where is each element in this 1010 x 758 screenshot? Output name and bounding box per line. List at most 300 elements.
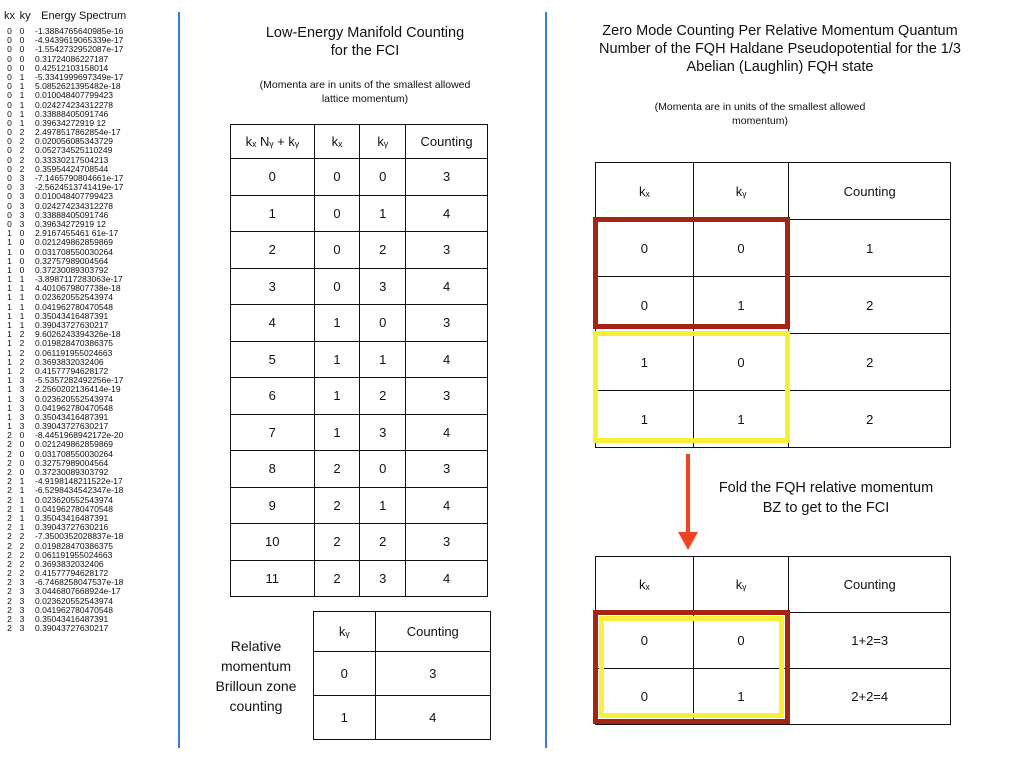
fci-row [231,524,488,561]
spectrum-kx: 2 [7,439,12,450]
spectrum-kx: 0 [7,90,12,101]
spectrum-ky: 0 [19,264,25,275]
fqh-header-cell: Counting [789,163,951,220]
spectrum-energy: 0.37230089303792 [35,264,109,275]
spectrum-ky: 2 [19,549,25,560]
middle-note [200,78,530,106]
spectrum-kx: 0 [7,62,12,73]
spectrum-kx: 2 [7,604,12,615]
spectrum-ky: 3 [19,595,25,606]
fci-header-row [231,125,488,159]
spectrum-ky: 1 [19,108,25,119]
rbz-cell: 0 [314,652,376,696]
spectrum-ky: 3 [19,191,25,202]
right-title [570,22,990,76]
spectrum-energy: -6.7468258047537e-18 [35,577,124,588]
spectrum-list [4,27,123,633]
fci-cell: 1 [231,195,315,232]
spectrum-kx: 0 [7,173,12,183]
middle-title-line1: Low-Energy Manifold Counting [265,25,465,41]
spectrum-ky: 3 [19,384,25,395]
spectrum-kx: 1 [7,320,12,330]
spectrum-kx: 1 [7,393,12,404]
spectrum-energy: 0.35043416487391 [35,614,109,624]
fci-cell: 0 [360,451,406,488]
spectrum-kx: 2 [7,623,12,634]
spectrum-kx: 1 [7,301,12,312]
fci-row [231,560,488,597]
fci-header-cell: kₓ Nᵧ + kᵧ [231,125,315,159]
spectrum-ky: 0 [19,246,25,257]
right-note-line2: momentum) [731,115,788,127]
fci-cell: 3 [406,305,488,342]
spectrum-energy: 0.35043416487391 [35,512,109,523]
right-title-line1: Zero Mode Counting Per Relative Momentum Quantum [602,23,958,39]
middle-note-line1: (Momenta are in units of the smallest allowed [259,79,471,91]
fqh-cell: 0 [596,220,694,277]
rbz-label-line1: Relative [230,638,282,654]
spectrum-row [4,624,123,633]
folded-cell: 0 [596,669,694,725]
middle-note-line2: lattice momentum) [321,93,409,105]
spectrum-ky: 2 [19,531,25,542]
spectrum-ky: 3 [19,209,25,220]
fci-cell: 2 [314,451,360,488]
spectrum-energy: 0.32757989004564 [35,255,109,266]
fci-cell: 1 [360,341,406,378]
spectrum-ky: 3 [19,577,25,588]
spectrum-kx: 1 [7,375,12,386]
spectrum-ky: 3 [19,218,25,229]
fqh-cell: 0 [693,334,789,391]
spectrum-kx: 2 [7,457,12,468]
spectrum-kx: 1 [7,255,12,266]
spectrum-ky: 0 [19,26,25,36]
spectrum-ky: 2 [19,347,25,358]
spectrum-energy: 0.023620552543974 [35,393,113,404]
rbz-label-line4: counting [229,698,283,714]
spectrum-energy: -7.1465790804661e-17 [35,173,124,183]
spectrum-energy: 0.019828470386375 [35,338,113,349]
spectrum-kx: 2 [7,586,12,597]
middle-title [200,24,530,60]
folded-cell: 0 [693,613,789,669]
fci-row [231,378,488,415]
spectrum-energy: 0.041962780470548 [35,604,113,615]
spectrum-kx: 2 [7,549,12,560]
spectrum-energy: 2.2560202136414e-19 [35,384,121,395]
spectrum-energy: 2.9167455461 61e-17 [35,228,119,239]
fci-row [231,305,488,342]
spectrum-kx: 0 [7,99,12,110]
spectrum-energy: 0.39043727630217 [35,320,109,330]
fqh-row [596,334,951,391]
spectrum-kx: 1 [7,329,12,340]
spectrum-energy: 0.39043727630217 [35,623,109,634]
spectrum-energy: 0.3693832032406 [35,356,104,367]
spectrum-energy: -5.3341999697349e-17 [35,71,124,82]
folded-cell: 0 [596,613,694,669]
spectrum-ky: 0 [19,53,25,64]
folded-header-row [596,557,951,613]
spectrum-ky: 1 [19,485,25,496]
fqh-cell: 1 [693,391,789,448]
rbz-counting-table [313,611,491,740]
fqh-zero-mode-table [595,162,951,448]
fci-cell: 4 [406,414,488,451]
spectrum-ky: 3 [19,173,25,183]
spectrum-kx: 0 [7,35,12,46]
spectrum-kx: 1 [7,264,12,275]
spectrum-kx: 0 [7,53,12,64]
fqh-cell: 2 [789,277,951,334]
spectrum-header [4,10,126,22]
spectrum-ky: 1 [19,283,25,294]
spectrum-energy: 0.010048407799423 [35,191,113,202]
fci-row [231,232,488,269]
rbz-label-line3: Brilloun zone [215,678,297,694]
fci-cell: 4 [406,268,488,305]
spectrum-kx: 2 [7,476,12,487]
spectrum-kx: 2 [7,467,12,477]
spectrum-ky: 2 [19,136,25,147]
spectrum-kx: 2 [7,558,12,569]
fci-cell: 2 [314,487,360,524]
spectrum-kx: 2 [7,430,12,441]
spectrum-energy: 0.35043416487391 [35,411,109,422]
spectrum-ky: 2 [19,163,25,174]
spectrum-kx: 0 [7,218,12,229]
rbz-label-line2: momentum [220,658,292,674]
spectrum-kx: 1 [7,421,12,432]
rbz-cell: 1 [314,696,376,740]
fqh-row [596,220,951,277]
spectrum-energy: 0.33888405091746 [35,108,109,119]
fqh-cell: 1 [789,220,951,277]
spectrum-ky: 0 [19,467,25,477]
spectrum-kx: 1 [7,274,12,285]
fci-cell: 4 [406,487,488,524]
fci-cell: 2 [360,232,406,269]
spectrum-kx: 0 [7,163,12,174]
spectrum-energy: 0.37230089303792 [35,467,109,477]
spectrum-energy: 0.42512103158014 [35,62,109,73]
spectrum-energy: -1.5542732952087e-17 [35,44,124,55]
spectrum-energy: -6.5298434542347e-18 [35,485,124,496]
fci-header-cell: Counting [406,125,488,159]
spectrum-ky: 0 [19,439,25,450]
folded-cell: 1 [693,669,789,725]
spectrum-ky: 0 [19,430,25,441]
spectrum-ky: 1 [19,90,25,101]
spectrum-energy: 0.33330217504213 [35,154,109,165]
spectrum-ky: 2 [19,540,25,551]
fqh-cell: 2 [789,391,951,448]
fci-row [231,341,488,378]
fci-cell: 3 [406,378,488,415]
spectrum-energy: 4.4010679807738e-18 [35,283,121,294]
fqh-row [596,391,951,448]
rbz-header-cell: Counting [375,612,490,652]
spectrum-kx: 2 [7,522,12,533]
spectrum-energy: 0.020056085343729 [35,136,113,147]
fci-cell: 5 [231,341,315,378]
fqh-cell: 0 [596,277,694,334]
fci-row [231,268,488,305]
spectrum-ky: 2 [19,145,25,156]
spectrum-energy: 0.33888405091746 [35,209,109,220]
spectrum-kx: 1 [7,246,12,257]
spectrum-ky: 1 [19,81,25,92]
fci-row [231,195,488,232]
fci-cell: 3 [231,268,315,305]
rbz-label [196,636,316,716]
fold-caption-line1: Fold the FQH relative momentum [718,480,934,496]
fci-cell: 1 [360,195,406,232]
spectrum-kx: 1 [7,384,12,395]
spectrum-energy: 0.041962780470548 [35,301,113,312]
spectrum-ky: 1 [19,99,25,110]
spectrum-kx: 0 [7,117,12,128]
spectrum-kx: 2 [7,568,12,579]
spectrum-ky: 0 [19,62,25,73]
spectrum-ky: 1 [19,292,25,303]
spectrum-energy: -2.5624513741419e-17 [35,182,124,193]
spectrum-energy: 0.31724086227187 [35,53,109,64]
fci-cell: 3 [406,159,488,196]
fci-row [231,414,488,451]
fci-cell: 0 [360,305,406,342]
fqh-header-cell: kₓ [596,163,694,220]
spectrum-energy: 0.41577794628172 [35,365,109,376]
spectrum-energy: 0.031708550030264 [35,448,113,459]
spectrum-ky: 1 [19,310,25,321]
spectrum-energy: 0.023620552543974 [35,494,113,505]
fci-cell: 2 [360,524,406,561]
spectrum-ky: 0 [19,457,25,468]
spectrum-ky: 2 [19,127,25,138]
spectrum-energy: 0.024274234312278 [35,99,113,110]
right-title-line2: Number of the FQH Haldane Pseudopotential for the 1/3 [599,41,961,57]
spectrum-energy: 0.061191955024663 [35,549,113,560]
right-divider [545,12,547,748]
spectrum-energy: -3.8987117283063e-17 [35,274,123,285]
right-title-line3: Abelian (Laughlin) FQH state [686,59,874,75]
fci-cell: 0 [314,159,360,196]
spectrum-kx: 0 [7,136,12,147]
folded-header-cell: kᵧ [693,557,789,613]
rbz-header-cell: kᵧ [314,612,376,652]
spectrum-kx: 0 [7,26,12,36]
spectrum-ky: 2 [19,365,25,376]
spectrum-energy: 0.3693832032406 [35,558,104,569]
fci-cell: 1 [314,341,360,378]
spectrum-kx: 1 [7,228,12,239]
spectrum-ky: 3 [19,614,25,624]
spectrum-ky: 1 [19,476,25,487]
fci-cell: 4 [406,560,488,597]
spectrum-kx: 1 [7,237,12,248]
spectrum-kx: 1 [7,411,12,422]
fci-header-cell: kₓ [314,125,360,159]
spectrum-kx: 1 [7,365,12,376]
folded-row [596,613,951,669]
fci-cell: 6 [231,378,315,415]
fci-cell: 0 [314,195,360,232]
spectrum-ky: 1 [19,503,25,514]
spectrum-ky: 0 [19,35,25,46]
fci-cell: 3 [360,414,406,451]
spectrum-ky: 2 [19,329,25,340]
spectrum-energy: 0.031708550030264 [35,246,113,257]
spectrum-ky: 3 [19,375,25,386]
spectrum-energy: 0.023620552543974 [35,292,113,303]
spectrum-kx: 1 [7,356,12,367]
spectrum-ky: 2 [19,338,25,349]
spectrum-energy: 0.023620552543974 [35,595,113,606]
fqh-row [596,277,951,334]
folded-header-cell: Counting [789,557,951,613]
rbz-cell: 3 [375,652,490,696]
spectrum-ky: 1 [19,512,25,523]
spectrum-energy: -4.9198148211522e-17 [35,476,123,487]
spectrum-energy: 0.39043727630216 [35,522,109,533]
spectrum-energy: -1.3884765640985e-16 [35,26,124,36]
spectrum-ky: 1 [19,71,25,82]
rbz-row [314,696,491,740]
spectrum-energy: 2.4978517862854e-17 [35,127,121,138]
spectrum-ky: 1 [19,274,25,285]
spectrum-ky: 1 [19,301,25,312]
spectrum-ky: 1 [19,494,25,505]
folded-counting-table [595,556,951,725]
fci-cell: 3 [360,560,406,597]
middle-title-line2: for the FCI [330,43,400,59]
fci-cell: 3 [360,268,406,305]
fci-cell: 4 [231,305,315,342]
spectrum-kx: 0 [7,154,12,165]
spectrum-kx: 2 [7,577,12,588]
spectrum-ky: 0 [19,228,25,239]
spectrum-kx: 2 [7,503,12,514]
spectrum-kx: 2 [7,494,12,505]
spectrum-ky: 3 [19,200,25,211]
spectrum-energy: 0.39634272919 12 [35,218,106,229]
rbz-row [314,652,491,696]
spectrum-ky: 0 [19,448,25,459]
fqh-cell: 0 [693,220,789,277]
spectrum-kx: 0 [7,191,12,202]
spectrum-ky: 2 [19,356,25,367]
spectrum-header-ky: ky [19,10,31,22]
spectrum-ky: 3 [19,604,25,615]
spectrum-energy: -8.4451968942172e-20 [35,430,124,441]
fci-cell: 2 [360,378,406,415]
fci-cell: 4 [406,341,488,378]
spectrum-energy: 0.35954424708544 [35,163,109,174]
spectrum-kx: 2 [7,448,12,459]
fci-cell: 3 [406,524,488,561]
spectrum-kx: 1 [7,402,12,413]
spectrum-kx: 2 [7,531,12,542]
spectrum-kx: 2 [7,512,12,523]
fci-cell: 1 [314,305,360,342]
spectrum-energy: -4.9439619065339e-17 [35,35,124,46]
spectrum-energy: 9.6026243394326e-18 [35,329,121,340]
fci-cell: 10 [231,524,315,561]
right-note-line1: (Momenta are in units of the smallest allowed [654,101,866,113]
fci-cell: 11 [231,560,315,597]
fold-caption [686,478,966,518]
fci-header-cell: kᵧ [360,125,406,159]
rbz-cell: 4 [375,696,490,740]
spectrum-energy: 3.0446807668924e-17 [35,586,121,597]
spectrum-kx: 2 [7,614,12,624]
spectrum-energy: 0.019828470386375 [35,540,113,551]
spectrum-ky: 1 [19,117,25,128]
spectrum-kx: 1 [7,338,12,349]
spectrum-ky: 3 [19,182,25,193]
spectrum-ky: 2 [19,558,25,569]
spectrum-energy: -5.5357282492256e-17 [35,375,124,386]
fci-cell: 0 [314,232,360,269]
fold-caption-line2: BZ to get to the FCI [762,500,890,516]
spectrum-energy: 0.021249862859869 [35,439,113,450]
spectrum-ky: 3 [19,586,25,597]
spectrum-energy: 0.061191955024663 [35,347,113,358]
fqh-header-cell: kᵧ [693,163,789,220]
fqh-header-row [596,163,951,220]
spectrum-kx: 0 [7,81,12,92]
spectrum-ky: 3 [19,623,25,634]
spectrum-header-kx: kx [4,10,15,22]
spectrum-ky: 0 [19,237,25,248]
fci-cell: 3 [406,451,488,488]
spectrum-energy: 0.39043727630217 [35,421,109,432]
spectrum-kx: 1 [7,310,12,321]
fci-cell: 1 [314,378,360,415]
right-note [570,100,950,128]
fci-cell: 1 [360,487,406,524]
spectrum-ky: 3 [19,402,25,413]
spectrum-energy: 0.041962780470548 [35,402,113,413]
spectrum-ky: 3 [19,421,25,432]
spectrum-kx: 0 [7,71,12,82]
spectrum-header-energy: Energy Spectrum [41,10,127,22]
fci-row [231,159,488,196]
spectrum-energy: 5.0852621395482e-18 [35,81,121,92]
folded-cell: 2+2=4 [789,669,951,725]
fci-cell: 8 [231,451,315,488]
spectrum-kx: 2 [7,485,12,496]
spectrum-kx: 0 [7,209,12,220]
fci-cell: 1 [314,414,360,451]
spectrum-ky: 0 [19,255,25,266]
spectrum-energy: 0.010048407799423 [35,90,113,101]
spectrum-ky: 3 [19,411,25,422]
fqh-cell: 1 [596,391,694,448]
rbz-header-row [314,612,491,652]
spectrum-kx: 2 [7,595,12,606]
fqh-cell: 2 [789,334,951,391]
fqh-cell: 1 [596,334,694,391]
fqh-cell: 1 [693,277,789,334]
spectrum-ky: 1 [19,522,25,533]
spectrum-kx: 1 [7,292,12,303]
spectrum-energy: 0.041962780470548 [35,503,113,514]
spectrum-energy: 0.32757989004564 [35,457,109,468]
spectrum-energy: 0.024274234312278 [35,200,113,211]
